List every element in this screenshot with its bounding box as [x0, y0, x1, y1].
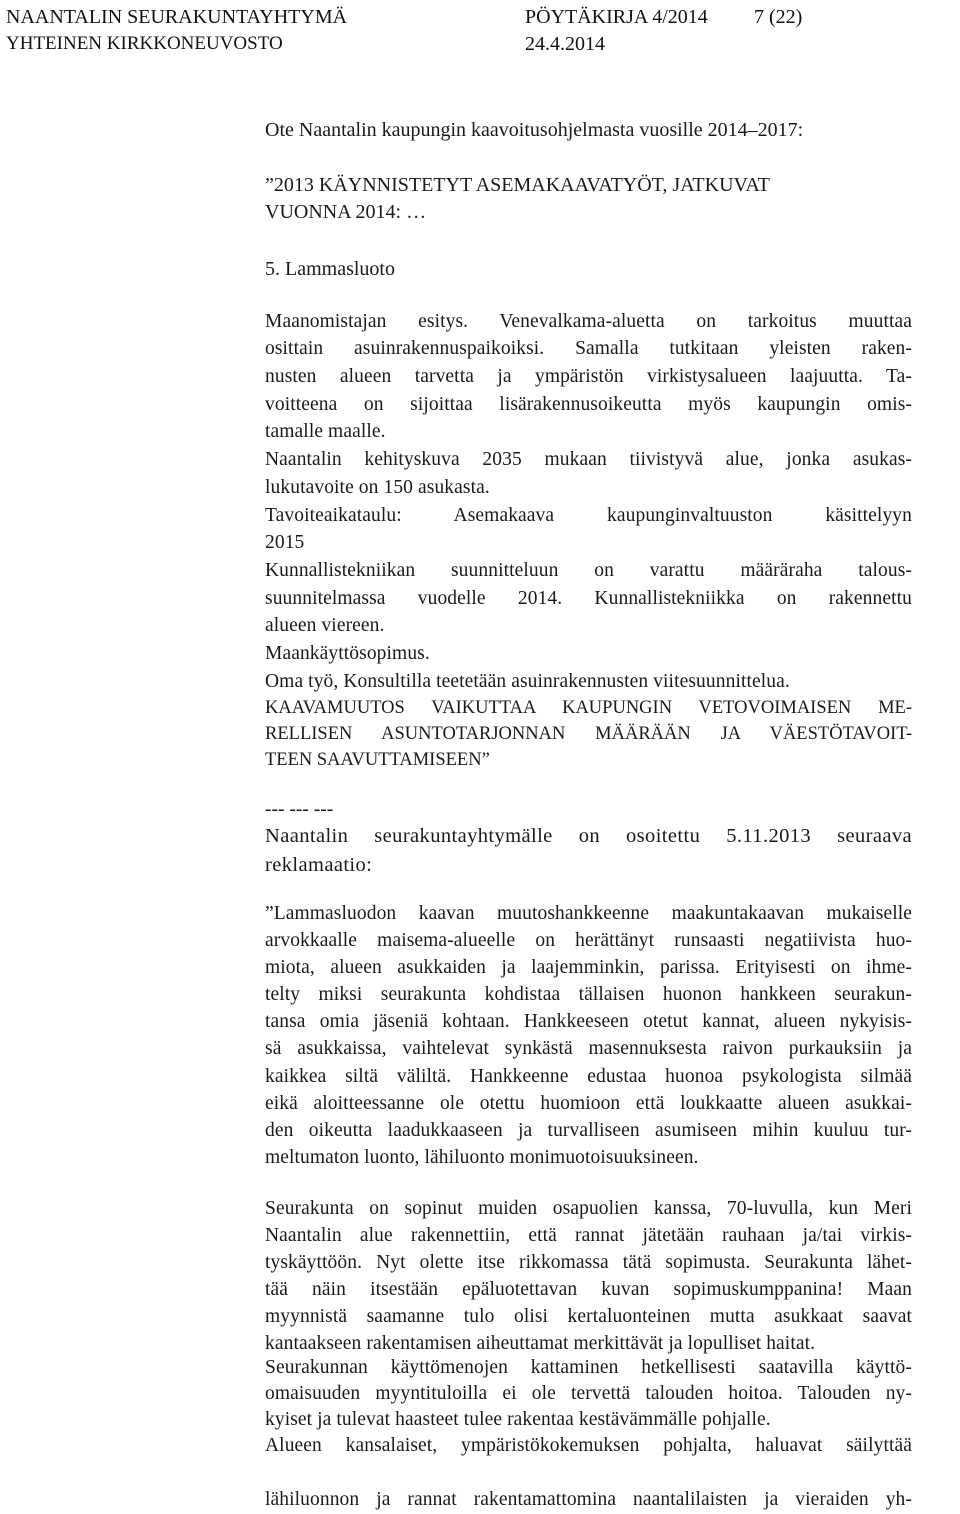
complaint-line: telty miksi seurakunta kohdistaa tällaisen huonon hankkeen seurakun- [265, 984, 912, 1005]
excerpt-section-heading-line2: VUONNA 2014: … [265, 201, 427, 223]
excerpt-line: Maanomistajan esitys. Venevalkama-aluetta on tarkoitus muuttaa [265, 311, 912, 332]
complaint-line: ”Lammasluodon kaavan muutoshankkeenne maakuntakaavan mukaiselle [265, 903, 912, 924]
complaint-line: sä asukkaissa, vaihtelevat synkästä masennuksesta raivon purkauksiin ja [265, 1038, 912, 1059]
header-document-type: PÖYTÄKIRJA 4/2014 [525, 6, 708, 28]
complaint-line: eikä aloitteessanne ole otettu huomioon että loukkaatte alueen asukkai- [265, 1093, 912, 1114]
excerpt-item-title: 5. Lammasluoto [265, 258, 395, 280]
excerpt-caps-line: TEEN SAAVUTTAMISEEN” [265, 750, 490, 770]
excerpt-line: Naantalin kehityskuva 2035 mukaan tiivistyvä alue, jonka asukas- [265, 449, 912, 470]
excerpt-line: suunnitelmassa vuodelle 2014. Kunnallistekniikka on rakennettu [265, 588, 912, 609]
complaint-line: Seurakunnan käyttömenojen kattaminen hetkellisesti saatavilla käyttö- [265, 1357, 912, 1378]
excerpt-line: Kunnallistekniikan suunnitteluun on varattu määräraha talous- [265, 560, 912, 581]
excerpt-section-heading-line1: ”2013 KÄYNNISTETYT ASEMAKAAVATYÖT, JATKUVAT [265, 174, 770, 196]
excerpt-line: 2015 [265, 532, 305, 553]
header-page-number: 7 (22) [754, 6, 803, 28]
excerpt-line: tamalle maalle. [265, 421, 386, 442]
header-organization: NAANTALIN SEURAKUNTAYHTYMÄ [6, 6, 348, 28]
intro-line: Naantalin seurakuntayhtymälle on osoitettu 5.11.2013 seuraava [265, 825, 912, 847]
complaint-line: tansa omia jäseniä kohtaan. Hankkeeseen otetut kannat, alueen nykyisis- [265, 1011, 912, 1032]
complaint-line: den oikeutta laadukkaaseen ja turvalliseen asumiseen mihin kuuluu tur- [265, 1120, 912, 1141]
excerpt-caps-line: RELLISEN ASUNTOTARJONNAN MÄÄRÄÄN JA VÄESTÖTAVOIT- [265, 724, 912, 744]
excerpt-line: osittain asuinrakennuspaikoiksi. Samalla tutkitaan yleisten raken- [265, 338, 912, 359]
excerpt-line: Tavoiteaikataulu: Asemakaava kaupunginvaltuuston käsittelyyn [265, 505, 912, 526]
excerpt-line: Oma työ, Konsultilla teetetään asuinrakennusten viitesuunnittelua. [265, 671, 790, 692]
excerpt-caps-line: KAAVAMUUTOS VAIKUTTAA KAUPUNGIN VETOVOIMAISEN ME- [265, 698, 912, 718]
complaint-line: Seurakunta on sopinut muiden osapuolien kanssa, 70-luvulla, kun Meri [265, 1198, 912, 1219]
complaint-line: tää näin itsestään epäluotettavan kuvan sopimuskumppanina! Maan [265, 1279, 912, 1300]
excerpt-line: voitteena on sijoittaa lisärakennusoikeutta myös kaupungin omis- [265, 394, 912, 415]
complaint-line: myynnistä saamanne tulo olisi kertaluonteinen mutta asukkaat saavat [265, 1306, 912, 1327]
header-committee: YHTEINEN KIRKKONEUVOSTO [6, 33, 283, 54]
header-date: 24.4.2014 [525, 33, 605, 55]
intro-line: reklamaatio: [265, 854, 373, 876]
complaint-line: omaisuuden myyntituloilla ei ole tervettä talouden hoitoa. Talouden ny- [265, 1383, 912, 1404]
complaint-line: kaikkea siltä väliltä. Hankkeenne edustaa huonoa psykologista silmää [265, 1066, 912, 1087]
complaint-line: kyiset ja tulevat haasteet tulee rakentaa kestävämmälle pohjalle. [265, 1409, 771, 1430]
complaint-line: Alueen kansalaiset, ympäristökokemuksen pohjalta, haluavat säilyttää [265, 1435, 912, 1456]
excerpt-line: Maankäyttösopimus. [265, 643, 430, 664]
complaint-line: arvokkaalle maisema-alueelle on herättänyt runsaasti negatiivista huo- [265, 930, 912, 951]
complaint-line: miota, alueen asukkaiden ja laajemminkin, parissa. Erityisesti on ihme- [265, 957, 912, 978]
complaint-line: kantaakseen rakentamisen aiheuttamat merkittävät ja lopulliset haitat. [265, 1333, 816, 1354]
excerpt-line: lukutavoite on 150 asukasta. [265, 477, 490, 498]
section-separator: --- --- --- [265, 799, 334, 820]
page-header [0, 0, 960, 60]
excerpt-title: Ote Naantalin kaupungin kaavoitusohjelmasta vuosille 2014–2017: [265, 119, 804, 141]
excerpt-line: alueen viereen. [265, 615, 385, 636]
complaint-line: tyskäyttöön. Nyt olette itse rikkomassa tätä sopimusta. Seurakunta lähet- [265, 1252, 912, 1273]
complaint-line: meltumaton luonto, lähiluonto monimuotoisuuksineen. [265, 1147, 699, 1168]
excerpt-line: nusten alueen tarvetta ja ympäristön virkistysalueen laajuutta. Ta- [265, 366, 912, 387]
complaint-line: Naantalin alue rakennettiin, että rannat jätetään rauhaan ja/tai virkis- [265, 1225, 912, 1246]
